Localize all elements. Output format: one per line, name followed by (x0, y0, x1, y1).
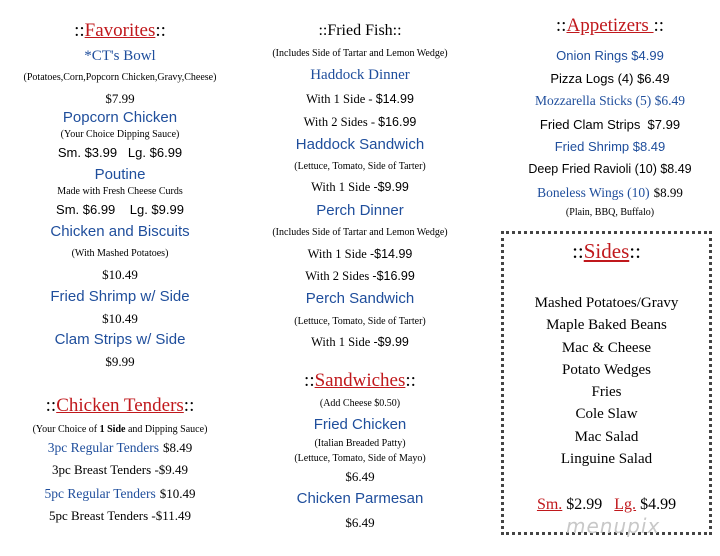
menu-item-name: Haddock Sandwich (295, 136, 425, 153)
menu-item-price: -$9.49 (154, 462, 189, 477)
sides-lg-label: Lg. (614, 496, 637, 513)
menu-item-name: 5pc Regular Tenders (44, 486, 156, 501)
side-item: Mac & Cheese (561, 340, 652, 356)
appetizer-item: Onion Rings $4.99 (556, 48, 664, 63)
menu-item-name: Fried Chicken (313, 416, 407, 433)
menu-item-name: 5pc Breast Tenders (48, 508, 149, 523)
menu-item-option: With 1 Side -$14.99 (307, 247, 413, 261)
appetizer-item: Fried Clam Strips $7.99 (539, 117, 681, 132)
menu-item-price: -$11.49 (151, 508, 192, 523)
menu-item-price: $9.99 (105, 354, 135, 369)
side-item: Linguine Salad (560, 451, 653, 467)
sandwiches-heading: ::Sandwiches:: (304, 370, 416, 391)
menu-item-name: Poutine (94, 166, 146, 183)
sides-price-row (504, 496, 709, 514)
menu-item-name: *CT's Bowl (84, 48, 156, 64)
side-item: Mac Salad (574, 429, 639, 445)
sides-sm-price: $2.99 (566, 496, 603, 513)
appetizer-price: $8.99 (653, 185, 683, 200)
favorites-title: Favorites (84, 20, 156, 41)
fried-fish-note: (Includes Side of Tartar and Lemon Wedge) (272, 48, 448, 59)
appetizer-item: Deep Fried Ravioli (10) $8.49 (528, 162, 692, 176)
appetizer-item: Mozzarella Sticks (5) $6.49 (535, 93, 685, 108)
menu-item (0, 462, 240, 478)
sides-lg-price: $4.99 (640, 496, 677, 513)
menu-item-name: Popcorn Chicken (62, 109, 178, 126)
watermark: menupix (566, 514, 661, 538)
side-item: Fries (591, 384, 622, 400)
menu-item-name: Haddock Dinner (310, 67, 410, 83)
menu-item (0, 439, 240, 457)
menu-item-price: $10.49 (102, 267, 138, 282)
chicken-tenders-heading: ::Chicken Tenders:: (45, 395, 195, 416)
menu-item-desc: (Lettuce, Tomato, Side of Mayo) (294, 453, 426, 464)
menu-item-desc: (Italian Breaded Patty) (314, 438, 406, 449)
menu-item-price: Sm. $3.99 Lg. $6.99 (57, 145, 183, 160)
menu-item-desc: (Potatoes,Corn,Popcorn Chicken,Gravy,Cheese) (23, 72, 217, 83)
menu-item-name: Chicken Parmesan (296, 490, 424, 507)
sandwiches-note: (Add Cheese $0.50) (319, 398, 401, 409)
menu-item-price: $6.49 (345, 469, 375, 484)
favorites-heading: ::Favorites:: (74, 20, 166, 41)
menu-item (0, 508, 240, 524)
menu-item-option: With 2 Sides - $16.99 (303, 115, 417, 129)
menu-item-desc: (Includes Side of Tartar and Lemon Wedge) (272, 227, 448, 238)
menu-item-price: $10.49 (159, 486, 196, 501)
menu-item (0, 485, 240, 503)
menu-item-price: $6.49 (345, 515, 375, 530)
sides-title: Sides (583, 239, 630, 263)
menu-item-option: With 1 Side -$9.99 (311, 335, 409, 349)
appetizer-note: (Plain, BBQ, Buffalo) (565, 207, 655, 218)
menu-item-desc: (Lettuce, Tomato, Side of Tarter) (294, 161, 426, 172)
menu-item-desc: (Lettuce, Tomato, Side of Tarter) (294, 316, 426, 327)
appetizer-item: Fried Shrimp $8.49 (554, 139, 666, 154)
menu-item-price: Sm. $6.99 Lg. $9.99 (56, 202, 184, 217)
menu-item-name: Fried Shrimp w/ Side (50, 288, 190, 305)
menu-item-name: Perch Sandwich (305, 290, 415, 307)
menu-item-name: 3pc Breast Tenders (51, 462, 152, 477)
chicken-tenders-note: (Your Choice of 1 Side and Dipping Sauce) (32, 424, 208, 435)
menu-item-desc: (Your Choice Dipping Sauce) (60, 129, 180, 140)
menu-item-option: With 1 Side -$9.99 (311, 180, 409, 194)
appetizer-name: Boneless Wings (10) (537, 185, 650, 200)
sides-sm-label: Sm. (536, 496, 563, 513)
menu-item-price: $10.49 (102, 311, 138, 326)
appetizer-item: Pizza Logs (4) $6.49 (550, 71, 670, 86)
sides-heading: ::Sides:: (572, 239, 641, 263)
menu-item-price: $7.99 (105, 91, 135, 106)
menu-item-price: $8.49 (163, 440, 193, 455)
sandwiches-title: Sandwiches (314, 370, 406, 391)
menu-item-name: 3pc Regular Tenders (47, 440, 160, 455)
menu-item-desc: (With Mashed Potatoes) (71, 248, 169, 259)
menu-item-option: With 1 Side - $14.99 (306, 92, 414, 106)
menu-item-desc: Made with Fresh Cheese Curds (57, 186, 183, 197)
side-item: Mashed Potatoes/Gravy (534, 295, 679, 311)
side-item: Maple Baked Beans (546, 317, 667, 333)
side-item: Potato Wedges (562, 362, 651, 378)
menu-item-name: Perch Dinner (316, 202, 404, 219)
fried-fish-heading: ::Fried Fish:: (318, 22, 402, 39)
menu-item-name: Clam Strips w/ Side (54, 331, 186, 348)
sides-box (501, 231, 712, 535)
appetizers-heading: ::Appetizers :: (555, 15, 665, 36)
appetizer-item (500, 184, 720, 202)
menu-item-name: Chicken and Biscuits (50, 223, 190, 240)
side-item: Cole Slaw (575, 406, 638, 422)
chicken-tenders-title: Chicken Tenders (56, 395, 184, 416)
menu-item-option: With 2 Sides -$16.99 (305, 269, 415, 283)
appetizers-title: Appetizers (566, 15, 654, 36)
fried-fish-title: Fried Fish (327, 22, 393, 39)
